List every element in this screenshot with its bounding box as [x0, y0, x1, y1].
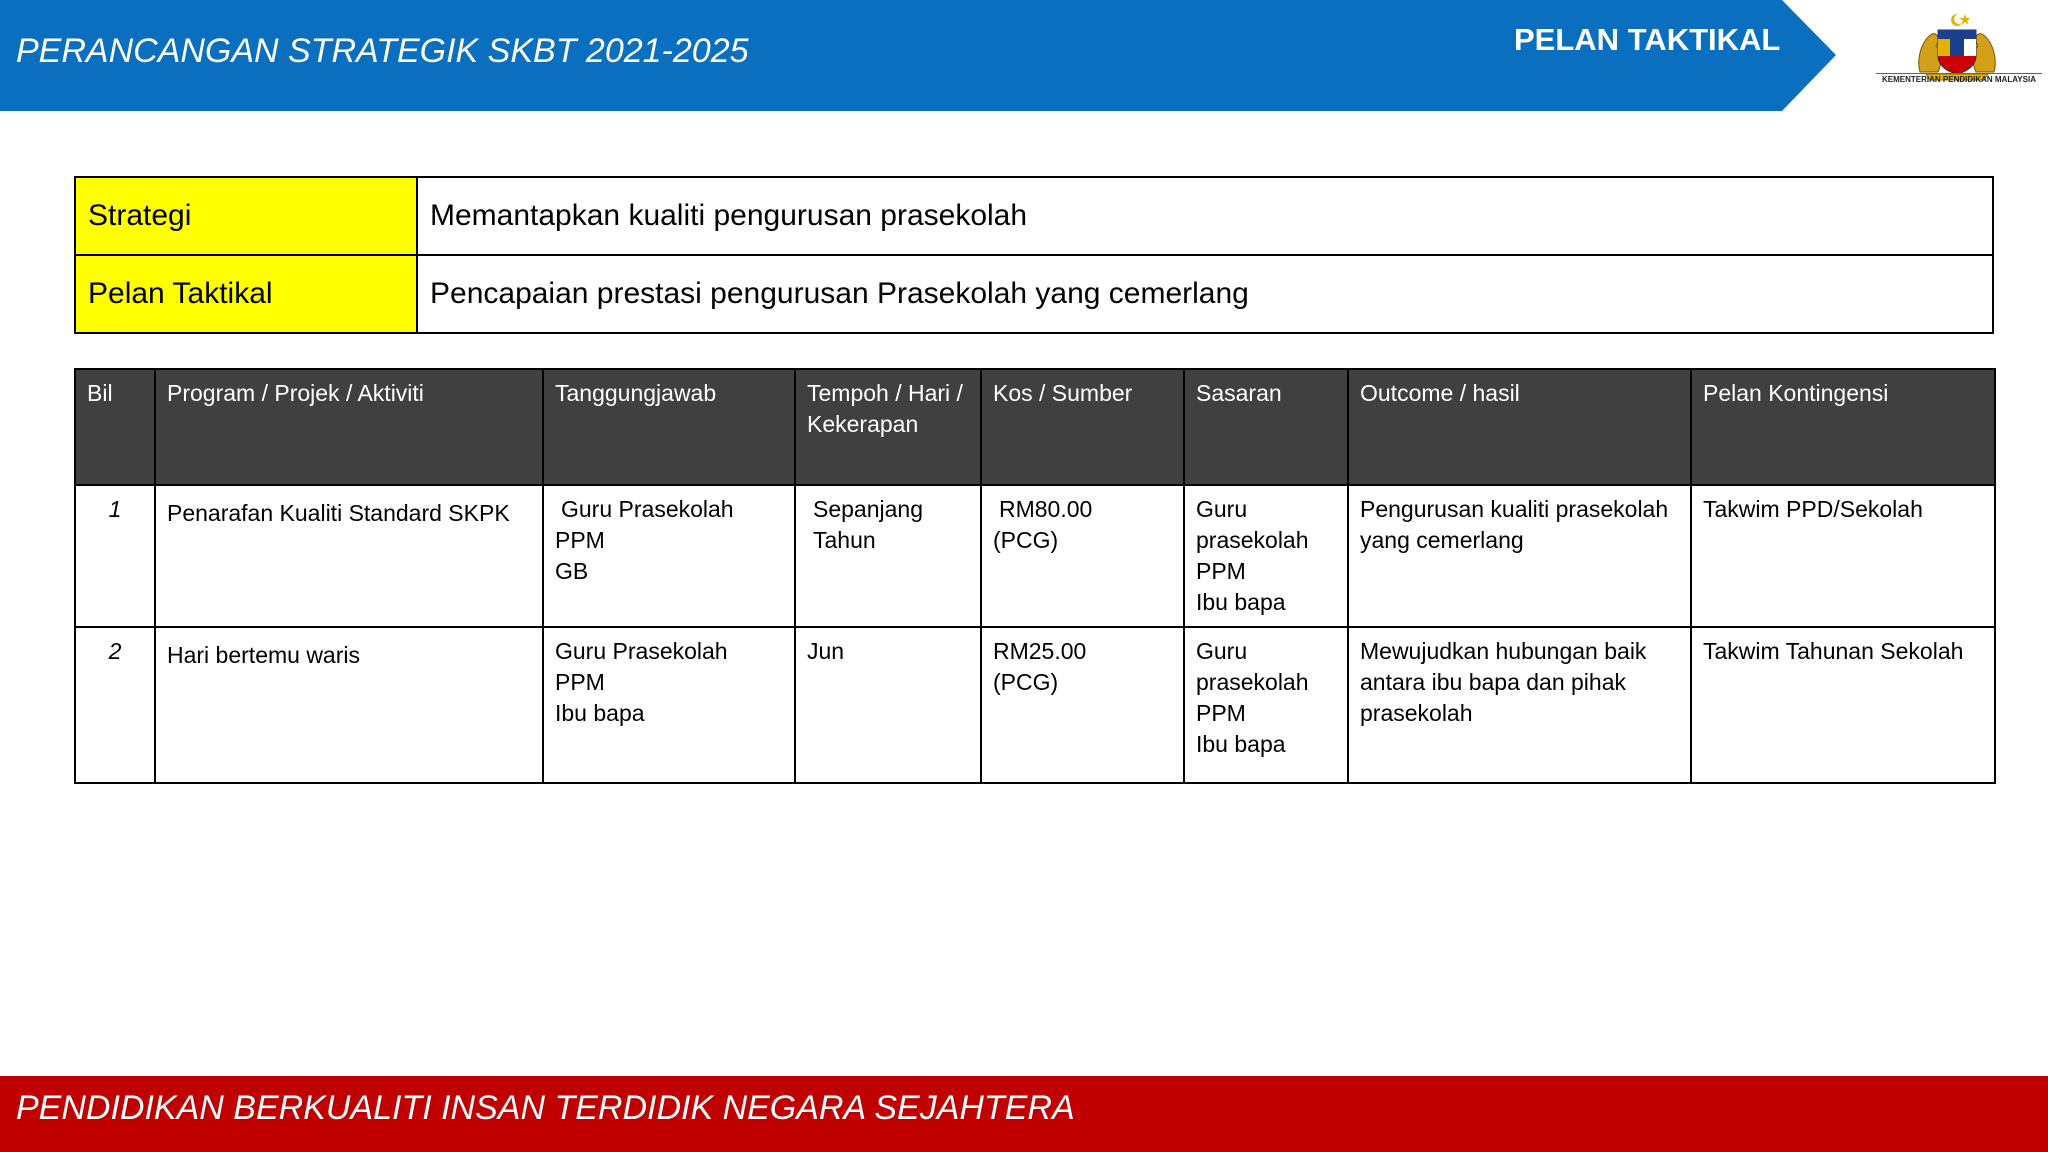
cell-sasaran — [1184, 485, 1348, 627]
cell-line: PPM — [1196, 558, 1246, 584]
cell-tanggungjawab — [543, 485, 795, 627]
col-header-tanggungjawab: Tanggungjawab — [543, 369, 795, 485]
cell-line: prasekolah — [1196, 669, 1309, 695]
col-header-kos: Kos / Sumber — [981, 369, 1184, 485]
table-row — [75, 627, 1995, 783]
cell-bil: 2 — [75, 627, 155, 783]
cell-outcome: Pengurusan kualiti prasekolah yang cemerlang — [1348, 485, 1691, 627]
cell-line: (PCG) — [993, 669, 1059, 695]
footer-slogan: PENDIDIKAN BERKUALITI INSAN TERDIDIK NEGARA SEJAHTERA — [16, 1089, 1075, 1127]
logo-caption: KEMENTERIAN PENDIDIKAN MALAYSIA — [1876, 73, 2042, 84]
cell-line: Guru — [1196, 638, 1248, 664]
col-header-tempoh: Tempoh / Hari / Kekerapan — [795, 369, 981, 485]
col-header-bil: Bil — [75, 369, 155, 485]
program-table — [74, 368, 1996, 784]
cell-tempoh: Jun — [795, 627, 981, 783]
cell-bil: 1 — [75, 485, 155, 627]
cell-line: PPM — [555, 669, 605, 695]
section-title: PELAN TAKTIKAL — [1514, 22, 1781, 57]
strategy-table — [74, 176, 1994, 334]
cell-tempoh-text: Sepanjang Tahun — [813, 496, 923, 553]
cell-kontingensi: Takwim Tahunan Sekolah — [1691, 627, 1995, 783]
cell-line: RM80.00 — [999, 496, 1093, 522]
pelan-taktikal-label: Pelan Taktikal — [75, 255, 417, 333]
cell-line: PPM — [555, 527, 605, 553]
table-header-row — [75, 369, 1995, 485]
cell-tempoh — [795, 485, 981, 627]
col-header-outcome: Outcome / hasil — [1348, 369, 1691, 485]
strategy-row — [75, 177, 1993, 255]
cell-outcome: Mewujudkan hubungan baik antara ibu bapa dan pihak prasekolah — [1348, 627, 1691, 783]
col-header-kontingensi: Pelan Kontingensi — [1691, 369, 1995, 485]
strategi-value: Memantapkan kualiti pengurusan prasekolah — [417, 177, 1993, 255]
cell-program — [155, 627, 543, 783]
cell-program — [155, 485, 543, 627]
cell-line: PPM — [1196, 700, 1246, 726]
cell-line: RM25.00 — [993, 638, 1087, 664]
cell-kontingensi: Takwim PPD/Sekolah — [1691, 485, 1995, 627]
pelan-row — [75, 255, 1993, 333]
cell-line: Ibu bapa — [1196, 589, 1286, 615]
cell-line: Ibu bapa — [1196, 731, 1286, 757]
cell-tanggungjawab — [543, 627, 795, 783]
cell-kos — [981, 627, 1184, 783]
col-header-program: Program / Projek / Aktiviti — [155, 369, 543, 485]
cell-line: GB — [555, 558, 589, 584]
cell-program-text: Penarafan Kualiti Standard SKPK — [167, 500, 510, 526]
cell-line: Guru Prasekolah — [561, 496, 734, 522]
col-header-sasaran: Sasaran — [1184, 369, 1348, 485]
table-row — [75, 485, 1995, 627]
cell-sasaran — [1184, 627, 1348, 783]
cell-kos — [981, 485, 1184, 627]
cell-line: Guru — [1196, 496, 1248, 522]
document-title: PERANCANGAN STRATEGIK SKBT 2021-2025 — [16, 32, 749, 70]
cell-line: prasekolah — [1196, 527, 1309, 553]
cell-line: Ibu bapa — [555, 700, 645, 726]
footer-banner — [0, 1076, 2048, 1152]
cell-program-text: Hari bertemu waris — [167, 642, 360, 668]
pelan-taktikal-value: Pencapaian prestasi pengurusan Prasekolah yang cemerlang — [417, 255, 1993, 333]
cell-line: (PCG) — [993, 527, 1059, 553]
cell-line: Guru Prasekolah — [555, 638, 728, 664]
strategi-label: Strategi — [75, 177, 417, 255]
